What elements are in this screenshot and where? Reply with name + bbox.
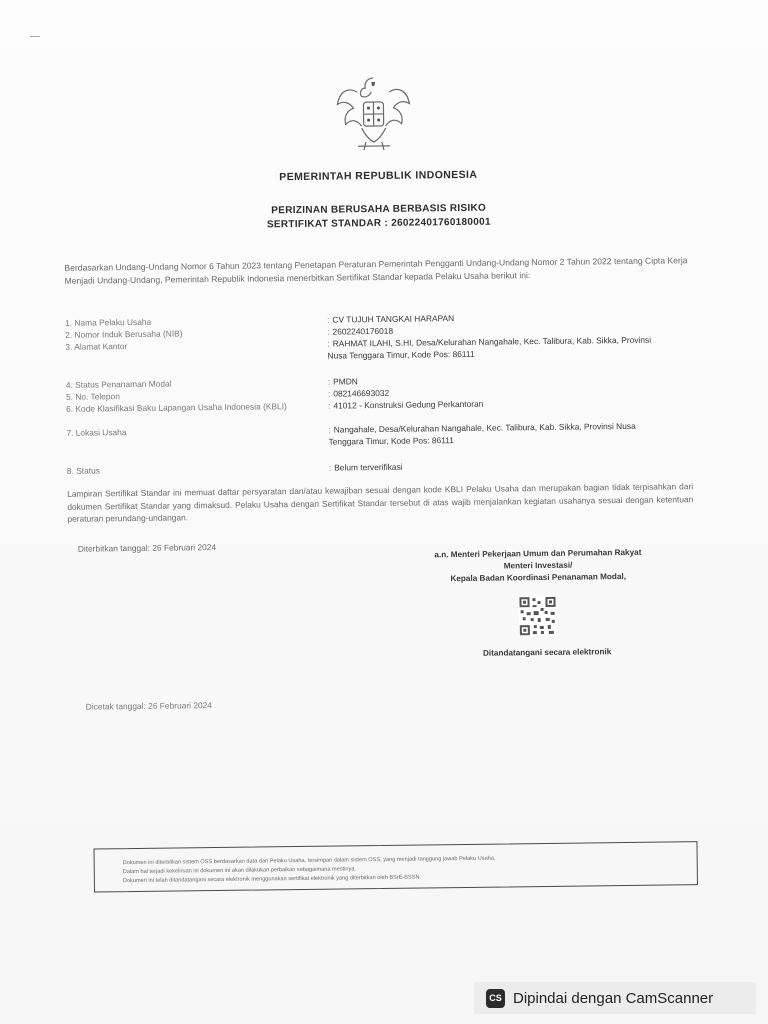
signature-line-2: Menteri Investasi/ (503, 560, 573, 571)
electronic-signature-note: Ditandatangani secara elektronik (482, 647, 612, 658)
field-label: 8. Status (66, 465, 100, 476)
attachment-paragraph: Lampiran Sertifikat Standar ini memuat daftar persyaratan dan/atau kewajiban sesuai dengan kode KBLI Pelaku Usaha dan merupakan bagian tidak terpisahkan dari dokumen Sertifikat Standar yang dimaksud. Pelaku Usaha dengan Sertifikat Standar tersebut di atas wajib menjalankan kegiatan usahanya sesuai dengan ketentuan peraturan perundang-undangan. (67, 481, 694, 524)
field-value: Belum terverifikasi (334, 461, 403, 473)
field-value: 41012 - Konstruksi Gedung Perkantoran (333, 398, 484, 411)
field-value: 2602240176018 (332, 325, 394, 337)
certificate-number: SERTIFIKAT STANDAR : 26022401760180001 (266, 216, 491, 231)
disclaimer-box (93, 841, 697, 892)
field-value: PMDN (333, 376, 358, 387)
field-label: 7. Lokasi Usaha (66, 427, 127, 438)
business-fields (65, 310, 691, 476)
permit-title: PERIZINAN BERUSAHA BERBASIS RISIKO (271, 202, 487, 217)
camscanner-watermark (474, 982, 756, 1014)
signature-line-3: Kepala Badan Koordinasi Penanaman Modal, (450, 571, 627, 584)
field-row: 4. Status Penanaman Modal : PMDN (65, 376, 358, 390)
field-label: 5. No. Telepon (65, 391, 120, 402)
camscanner-label: Dipindai dengan CamScanner (513, 989, 714, 1007)
field-row: 5. No. Telepon : 082146693032 (65, 387, 390, 402)
field-row: 7. Lokasi Usaha : Nangahale, Desa/Kelurahan Nangahale, Kec. Talibura, Kab. Sikka, Provinsi Nusa Tenggara Timur, Kode Pos: 86111 (66, 420, 636, 447)
field-row: 8. Status : Belum terverifikasi (66, 461, 403, 476)
certificate-document (62, 66, 702, 904)
issued-date: Diterbitkan tanggal: 26 Februari 2024 (77, 542, 217, 554)
field-label: 1. Nama Pelaku Usaha (65, 316, 152, 328)
signature-block (388, 546, 688, 586)
field-value: Nangahale, Desa/Kelurahan Nangahale, Kec. Talibura, Kab. Sikka, Provinsi Nusa Tenggara Timur, Kode Pos: 86111 (328, 420, 636, 447)
camscanner-logo-icon: CS (486, 989, 505, 1008)
field-label: 6. Kode Klasifikasi Baku Lapangan Usaha Indonesia (KBLI) (66, 401, 287, 414)
field-value: RAHMAT ILAHI, S.HI, Desa/Kelurahan Nangahale, Kec. Talibura, Kab. Sikka, Provinsi Nusa Tenggara Timur, Kode Pos: 86111 (327, 334, 652, 361)
field-label: 2. Nomor Induk Berusaha (NIB) (65, 328, 183, 340)
field-row: 3. Alamat Kantor : RAHMAT ILAHI, S.HI, Desa/Kelurahan Nangahale, Kec. Talibura, Kab. Sikka, Provinsi Nusa Tenggara Timur, Kode Pos: 86111 (65, 334, 652, 361)
signature-line-1: a.n. Menteri Pekerjaan Umum dan Perumahan Rakyat (434, 547, 642, 560)
field-label: 4. Status Penanaman Modal (65, 378, 172, 390)
intro-paragraph: Berdasarkan Undang-Undang Nomor 6 Tahun 2023 tentang Penetapan Peraturan Pemerintah Pengganti Undang-Undang Nomor 2 Tahun 2022 tentang Cipta Kerja Menjadi Undang-Undang, Pemerintah Republik Indonesia menerbitkan Sertifikat Standar kepada Pelaku Usaha berikut ini: (64, 255, 688, 286)
field-label: 3. Alamat Kantor (65, 341, 128, 352)
disclaimer-line-1: Dokumen ini diterbitkan sistem OSS berdasarkan data dari Pelaku Usaha, tersimpan dalam sistem OSS, yang menjadi tanggung jawab Pelaku Usaha. (122, 855, 496, 867)
garuda-emblem-icon (327, 69, 420, 156)
field-row: 6. Kode Klasifikasi Baku Lapangan Usaha Indonesia (KBLI) : 41012 - Konstruksi Gedung Perkantoran (66, 398, 484, 414)
government-heading: PEMERINTAH REPUBLIK INDONESIA (279, 168, 478, 184)
field-row: 1. Nama Pelaku Usaha : CV TUJUH TANGKAI HARAPAN (65, 313, 455, 328)
disclaimer-line-2: Dalam hal terjadi kekeliruan isi dokumen ini akan dilakukan perbaikan sebagaimana mestinya. (122, 866, 357, 876)
field-value: CV TUJUH TANGKAI HARAPAN (332, 313, 455, 325)
field-value: 082146693032 (333, 387, 390, 399)
qr-code-icon (518, 596, 556, 636)
disclaimer-line-3: Dokumen ini telah ditandatangani secara elektronik menggunakan sertifikat elektronik yang diterbitkan oleh BSrE-BSSN. (122, 874, 422, 885)
field-row: 2. Nomor Induk Berusaha (NIB) : 2602240176018 (65, 325, 394, 340)
scan-mark (30, 36, 40, 37)
printed-date: Dicetak tanggal: 26 Februari 2024 (85, 700, 212, 712)
